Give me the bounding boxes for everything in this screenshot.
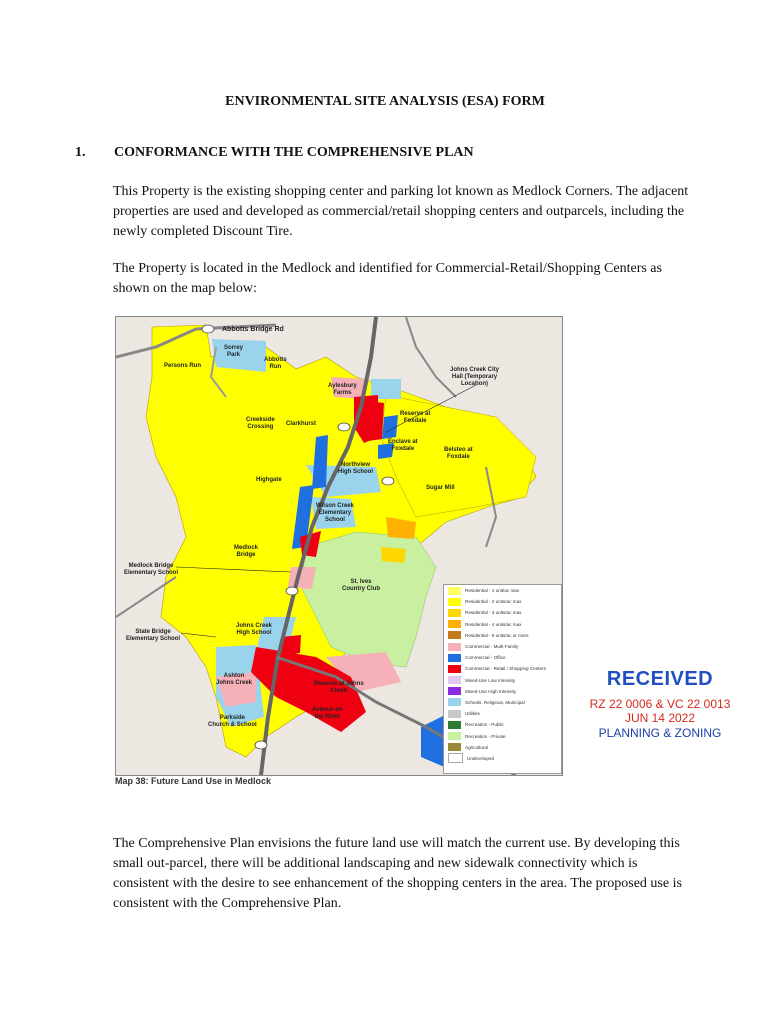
stamp-date: JUN 14 2022 bbox=[624, 711, 696, 725]
legend-swatch bbox=[448, 732, 461, 740]
legend-swatch bbox=[448, 665, 461, 673]
map-label-reserve-johns-creek: Reserve at Johns Creek bbox=[314, 681, 364, 694]
map-label-sugar-mill: Sugar Mill bbox=[426, 485, 455, 491]
legend-label: Residential - 5 units/ac or more bbox=[465, 632, 529, 638]
map-label-enclave-foxdale: Enclave at Foxdale bbox=[388, 439, 418, 452]
legend-label: Mixed-Use Low Intensity bbox=[465, 677, 516, 683]
legend-item bbox=[448, 585, 561, 596]
legend-item bbox=[448, 730, 561, 741]
map-label-city-hall: Johns Creek City Hall (Temporary Location) bbox=[450, 367, 500, 387]
legend-swatch bbox=[448, 598, 461, 606]
legend-label: Residential - 2 units/ac max bbox=[465, 599, 522, 605]
map-label-st-ives: St. Ives Country Club bbox=[342, 579, 380, 592]
legend-swatch bbox=[448, 743, 461, 751]
map-label-avenue-river: Avenue on the River bbox=[312, 707, 343, 720]
map-label-abbotts-run: Abbotts Run bbox=[264, 357, 287, 370]
legend-label: Recreation - Public bbox=[465, 722, 504, 728]
map-label-parkside: Parkside Church & School bbox=[208, 715, 257, 728]
legend-item bbox=[448, 652, 561, 663]
legend-item bbox=[448, 697, 561, 708]
legend-label: Commercial - Office bbox=[465, 655, 506, 661]
legend-item bbox=[448, 619, 561, 630]
legend-item bbox=[448, 708, 561, 719]
legend-item bbox=[448, 753, 561, 764]
legend-swatch bbox=[448, 609, 461, 617]
paragraph-location: The Property is located in the Medlock and identified for Commercial-Retail/Shopping Centers as shown on the map below: bbox=[113, 261, 662, 296]
legend-swatch bbox=[448, 676, 461, 684]
stamp-case-numbers: RZ 22 0006 & VC 22 0013 bbox=[589, 697, 731, 711]
legend-swatch bbox=[448, 687, 461, 695]
stamp-department: PLANNING & ZONING bbox=[598, 726, 722, 740]
map-label-johns-creek-hs: Johns Creek High School bbox=[236, 623, 273, 636]
map-label-state-bridge-es: State Bridge Elementary School bbox=[126, 629, 181, 642]
legend-label: Mixed-Use High Intensity bbox=[465, 688, 517, 694]
map-label-ashton: Ashton Johns Creek bbox=[216, 673, 253, 686]
legend-label: Recreation - Private bbox=[465, 733, 506, 739]
section-number: 1. bbox=[75, 145, 86, 160]
legend-label: Commercial - Multi-Family bbox=[465, 644, 519, 650]
map-label-clarkhurst: Clarkhurst bbox=[286, 421, 317, 427]
legend-swatch bbox=[448, 654, 461, 662]
received-stamp bbox=[580, 668, 740, 740]
paragraph-property-description: This Property is the existing shopping center and parking lot known as Medlock Corners. The adjacent properties are used and developed as commercial/retail shopping centers and outparcels, including the newly completed Discount Tire. bbox=[113, 184, 689, 239]
map-label-medlock-es: Medlock Bridge Elementary School bbox=[124, 563, 179, 576]
map-label-aylesbury: Aylesbury Farms bbox=[328, 383, 357, 396]
section-title: CONFORMANCE WITH THE COMPREHENSIVE PLAN bbox=[114, 145, 474, 160]
map-label-sorrey-park: Sorrey Park bbox=[224, 345, 244, 358]
legend-swatch bbox=[448, 753, 463, 763]
legend-item bbox=[448, 686, 561, 697]
legend-swatch bbox=[448, 620, 461, 628]
map-label-persons-run: Persons Run bbox=[164, 363, 202, 369]
legend-label: Residential - 3 units/ac max bbox=[465, 610, 522, 616]
form-title: ENVIRONMENTAL SITE ANALYSIS (ESA) FORM bbox=[225, 94, 545, 109]
legend-swatch bbox=[448, 631, 461, 639]
map-caption: Map 38: Future Land Use in Medlock bbox=[115, 776, 272, 786]
legend-label: Schools, Religious, Municipal bbox=[465, 699, 525, 705]
paragraph-conclusion: The Comprehensive Plan envisions the future land use will match the current use. By developing this small out-parcel, there will be additional landscaping and new sidewalk connectivity which is consistent with the desire to see enhancement of the shopping centers in the area. The proposed use is consistent with the Comprehensive Plan. bbox=[113, 836, 682, 911]
legend-swatch bbox=[448, 710, 461, 718]
legend-item bbox=[448, 607, 561, 618]
legend-swatch bbox=[448, 698, 461, 706]
legend-item bbox=[448, 630, 561, 641]
legend-label: Commercial - Retail / Shopping Centers bbox=[465, 666, 546, 672]
stamp-heading: RECEIVED bbox=[606, 668, 714, 690]
map-legend bbox=[443, 584, 562, 774]
legend-label: Residential - 1 unit/ac max bbox=[465, 588, 520, 594]
legend-item bbox=[448, 663, 561, 674]
legend-item bbox=[448, 641, 561, 652]
map-label-medlock-bridge: Medlock Bridge bbox=[234, 545, 259, 558]
legend-swatch bbox=[448, 721, 461, 729]
legend-label: Agricultural bbox=[465, 744, 488, 750]
legend-label: Utilities bbox=[465, 711, 480, 717]
legend-item bbox=[448, 596, 561, 607]
future-land-use-map bbox=[115, 316, 563, 776]
map-label-northview: Northview High School bbox=[338, 462, 373, 475]
map-label-belsteo-foxdale: Belsteo at Foxdale bbox=[444, 447, 473, 460]
legend-item bbox=[448, 742, 561, 753]
legend-item bbox=[448, 719, 561, 730]
map-label-highgate: Highgate bbox=[256, 477, 282, 483]
legend-label: Undeveloped bbox=[467, 755, 495, 761]
map-label-wilson-creek: Wilson Creek Elementary School bbox=[316, 503, 354, 523]
legend-item bbox=[448, 675, 561, 686]
legend-swatch bbox=[448, 587, 461, 595]
map-label-road: Abbotts Bridge Rd bbox=[222, 326, 284, 333]
legend-label: Residential - 4 units/ac max bbox=[465, 621, 522, 627]
map-label-reserve-foxdale: Reserve at Foxdale bbox=[400, 411, 431, 424]
legend-swatch bbox=[448, 643, 461, 651]
map-label-creekside: Creekside Crossing bbox=[246, 417, 275, 430]
